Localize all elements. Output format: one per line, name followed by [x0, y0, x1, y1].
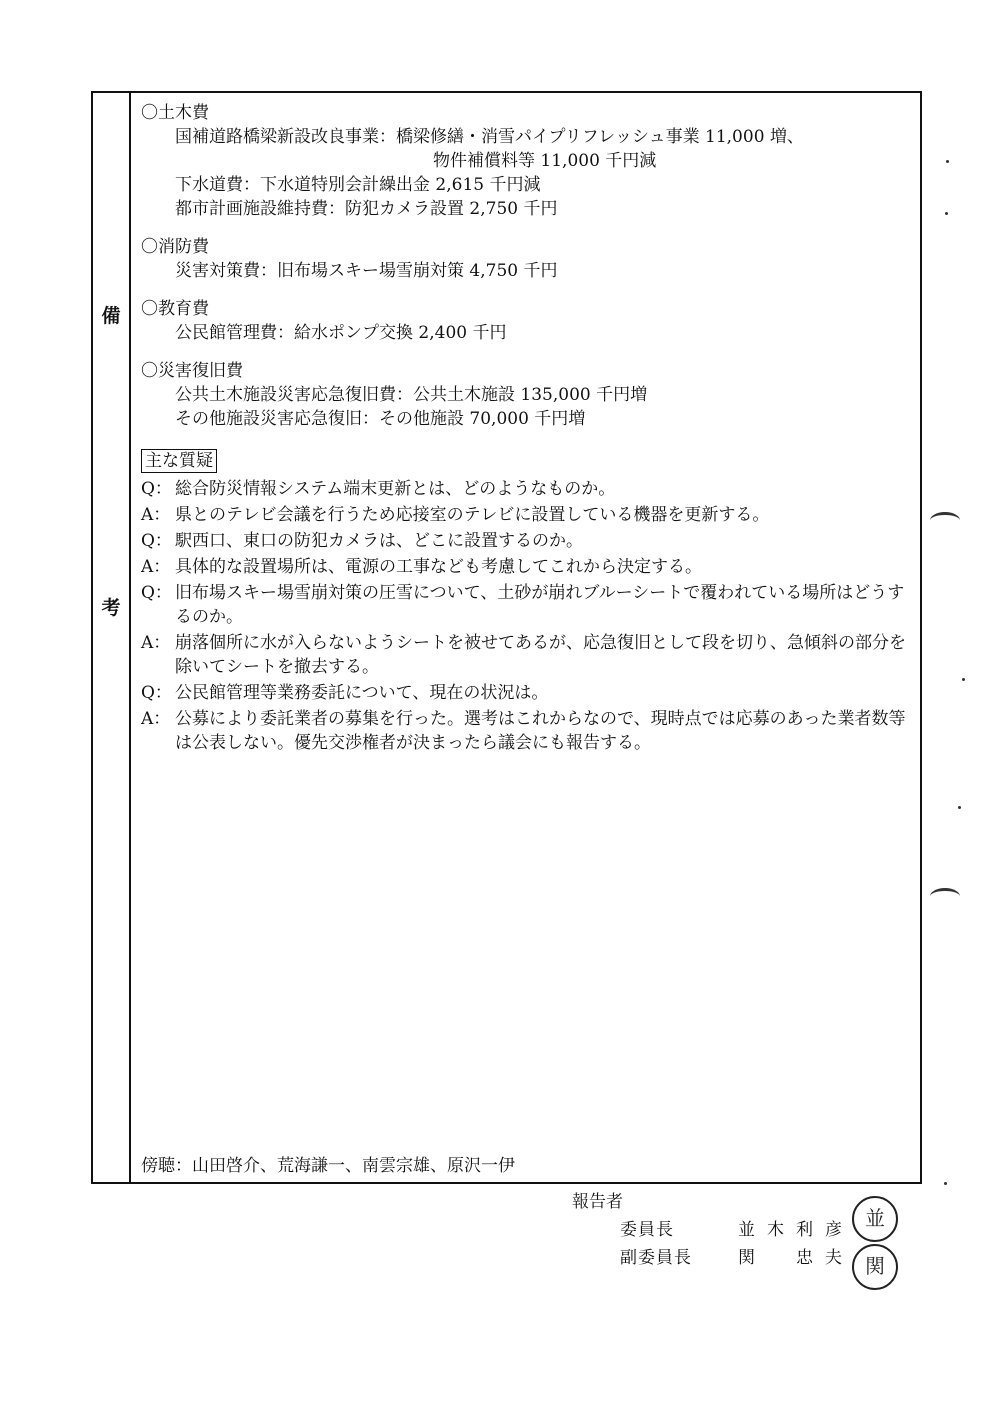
punch-hole-icon	[930, 888, 960, 905]
qa-item	[141, 503, 910, 527]
section-disaster-recovery	[141, 359, 910, 431]
qa-item	[141, 529, 910, 553]
section-line: 国補道路橋梁新設改良事業：橋梁修繕・消雪パイプリフレッシュ事業 11,000 増、	[175, 127, 804, 147]
reporter-heading: 報告者	[572, 1192, 623, 1212]
section-title: 〇災害復旧費	[141, 361, 243, 381]
section-line: その他施設災害応急復旧：その他施設 70,000 千円増	[175, 409, 586, 429]
vice-chair-name: 関 忠夫	[738, 1248, 854, 1268]
remarks-label-column	[93, 93, 131, 1182]
vice-chair-row	[572, 1244, 854, 1272]
scan-speck-icon	[958, 806, 961, 809]
qa-heading: 主な質疑	[141, 449, 217, 473]
remarks-label-top: 備	[101, 305, 121, 327]
qa-list	[141, 477, 910, 755]
section-line: 下水道費：下水道特別会計繰出金 2,615 千円減	[175, 175, 541, 195]
qa-text: 公募により委託業者の募集を行った。選考はこれからなので、現時点では応募のあった業者数等は公表しない。優先交渉権者が決まったら議会にも報告する。	[175, 709, 906, 753]
section-education	[141, 297, 910, 345]
section-line: 災害対策費：旧布場スキー場雪崩対策 4,750 千円	[175, 261, 558, 281]
qa-text: 旧布場スキー場雪崩対策の圧雪について、土砂が崩れブルーシートで覆われている場所はどうするのか。	[175, 583, 905, 627]
qa-item	[141, 555, 910, 579]
section-title: 〇土木費	[141, 103, 209, 123]
vice-chair-seal-icon: 関	[852, 1244, 898, 1290]
section-title: 〇教育費	[141, 299, 209, 319]
chair-role: 委員長	[620, 1220, 674, 1240]
section-title: 〇消防費	[141, 237, 209, 257]
section-line: 公民館管理費：給水ポンプ交換 2,400 千円	[175, 323, 507, 343]
qa-text: 駅西口、東口の防犯カメラは、どこに設置するのか。	[175, 531, 583, 551]
reporter-block	[572, 1188, 854, 1272]
qa-tag: A：	[141, 505, 171, 525]
qa-tag: A：	[141, 557, 171, 577]
remarks-table	[91, 91, 922, 1184]
qa-item	[141, 631, 910, 679]
qa-item	[141, 477, 910, 501]
remarks-label-bottom: 考	[101, 597, 121, 619]
qa-tag: Q：	[141, 583, 172, 603]
remarks-content	[141, 101, 910, 757]
section-fire-defense	[141, 235, 910, 283]
vice-chair-role: 副委員長	[620, 1248, 692, 1268]
qa-tag: Q：	[141, 683, 172, 703]
scan-speck-icon	[946, 160, 949, 163]
chair-name: 並木利彦	[738, 1220, 854, 1240]
chair-seal-icon: 並	[852, 1196, 898, 1242]
qa-text: 崩落個所に水が入らないようシートを被せてあるが、応急復旧として段を切り、急傾斜の部分を除いてシートを撤去する。	[175, 633, 906, 677]
section-civil-engineering	[141, 101, 910, 221]
punch-hole-icon	[930, 512, 960, 529]
qa-text: 県とのテレビ会議を行うため応接室のテレビに設置している機器を更新する。	[175, 505, 770, 525]
qa-text: 公民館管理等業務委託について、現在の状況は。	[175, 683, 549, 703]
scan-speck-icon	[962, 678, 965, 681]
qa-text: 具体的な設置場所は、電源の工事なども考慮してこれから決定する。	[175, 557, 702, 577]
qa-tag: A：	[141, 633, 171, 653]
section-line: 物件補償料等 11,000 千円減	[433, 151, 657, 171]
qa-tag: A：	[141, 709, 171, 729]
qa-text: 総合防災情報システム端末更新とは、どのようなものか。	[175, 479, 616, 499]
section-line: 公共土木施設災害応急復旧費：公共土木施設 135,000 千円増	[175, 385, 648, 405]
qa-item	[141, 581, 910, 629]
scan-speck-icon	[944, 1182, 947, 1185]
section-line: 都市計画施設維持費：防犯カメラ設置 2,750 千円	[175, 199, 558, 219]
chair-row	[572, 1216, 854, 1244]
scan-speck-icon	[945, 212, 948, 215]
attendees-line: 傍聴：山田啓介、荒海謙一、南雲宗雄、原沢一伊	[141, 1156, 515, 1176]
qa-tag: Q：	[141, 479, 172, 499]
qa-item	[141, 707, 910, 755]
qa-tag: Q：	[141, 531, 172, 551]
qa-item	[141, 681, 910, 705]
